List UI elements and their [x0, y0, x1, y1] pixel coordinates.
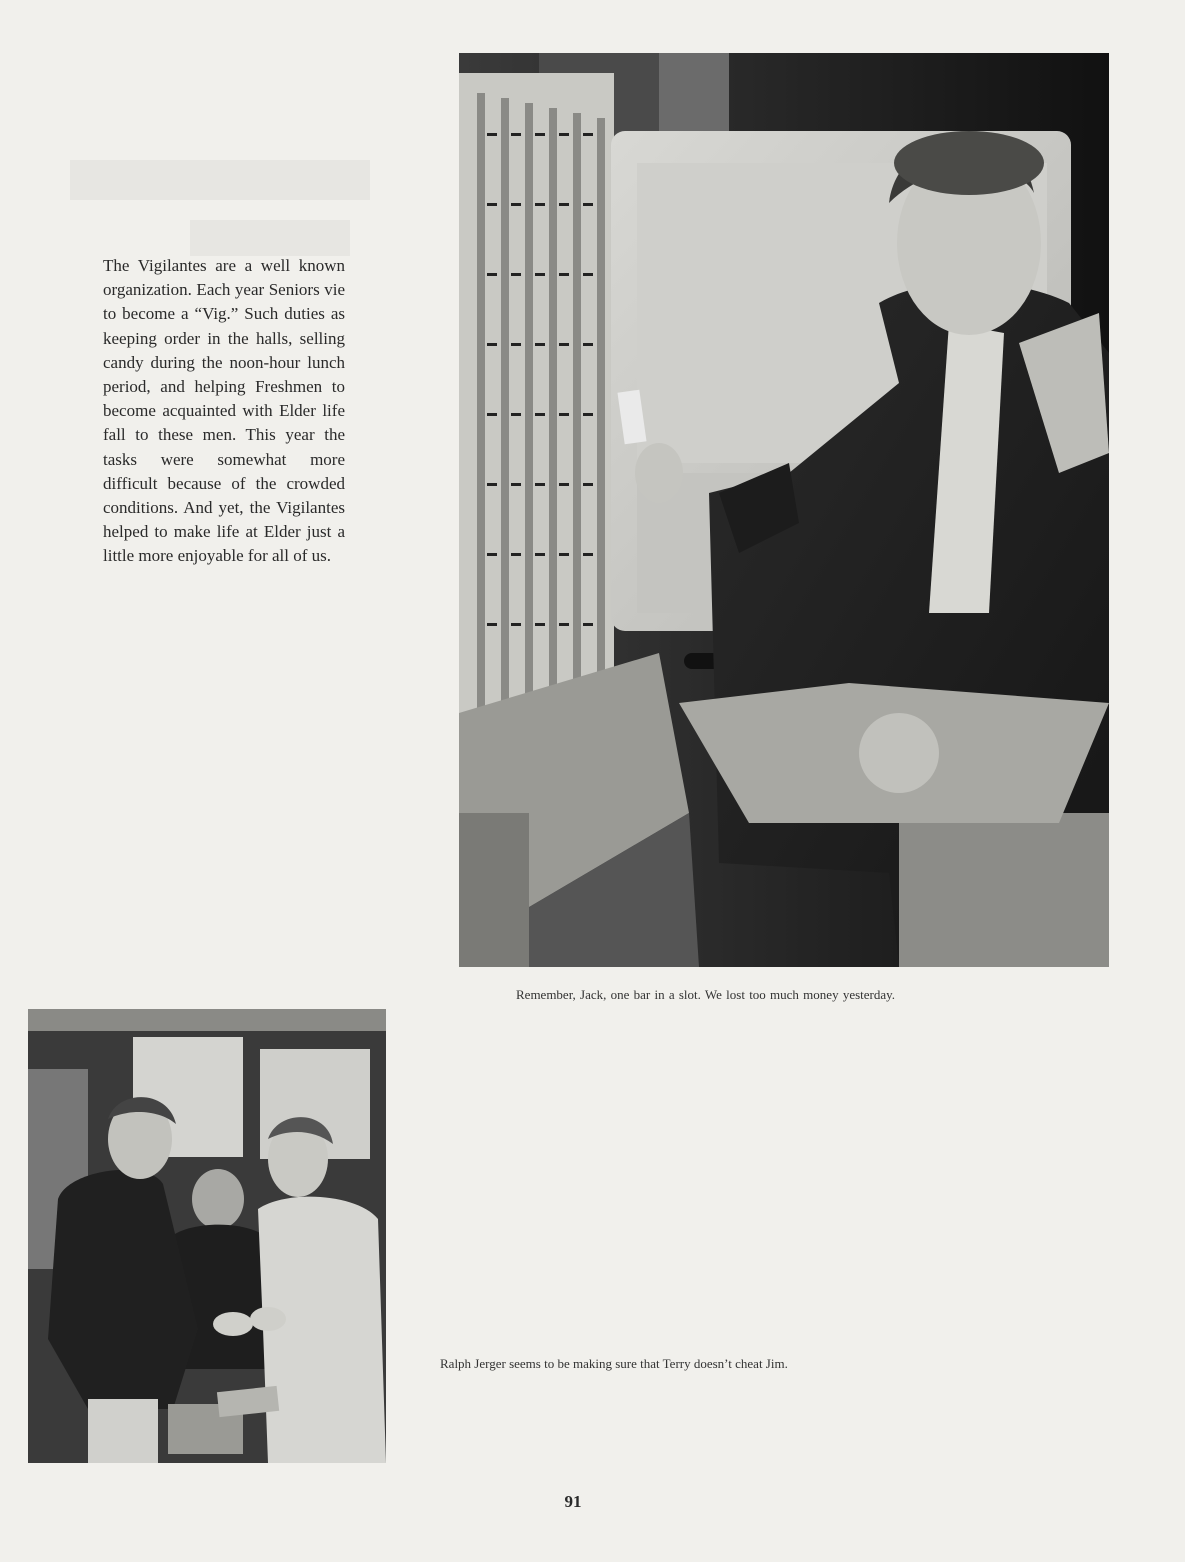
show-through-ghost-heading — [70, 150, 390, 270]
candy-sale-photo — [28, 1009, 386, 1463]
vending-machine-photo — [459, 53, 1109, 967]
page-number: 91 — [564, 1492, 582, 1511]
article-body-text: The Vigilantes are a well known organization. Each year Seniors vie to become a “Vig.” Such duties as keeping order in the halls, selling candy during the noon-hour lunch period, and helping Freshmen to become acquainted with Elder life fall to these men. This year the tasks were somewhat more difficult because of the crowded conditions. And yet, the Vigilantes helped to make life at Elder just a little more enjoyable for all of us. — [103, 256, 345, 566]
candy-sale-photo-caption: Ralph Jerger seems to be making sure that Terry doesn’t cheat Jim. — [440, 1356, 788, 1371]
vending-machine-photo-caption: Remember, Jack, one bar in a slot. We lost too much money yesterday. — [516, 987, 896, 1002]
